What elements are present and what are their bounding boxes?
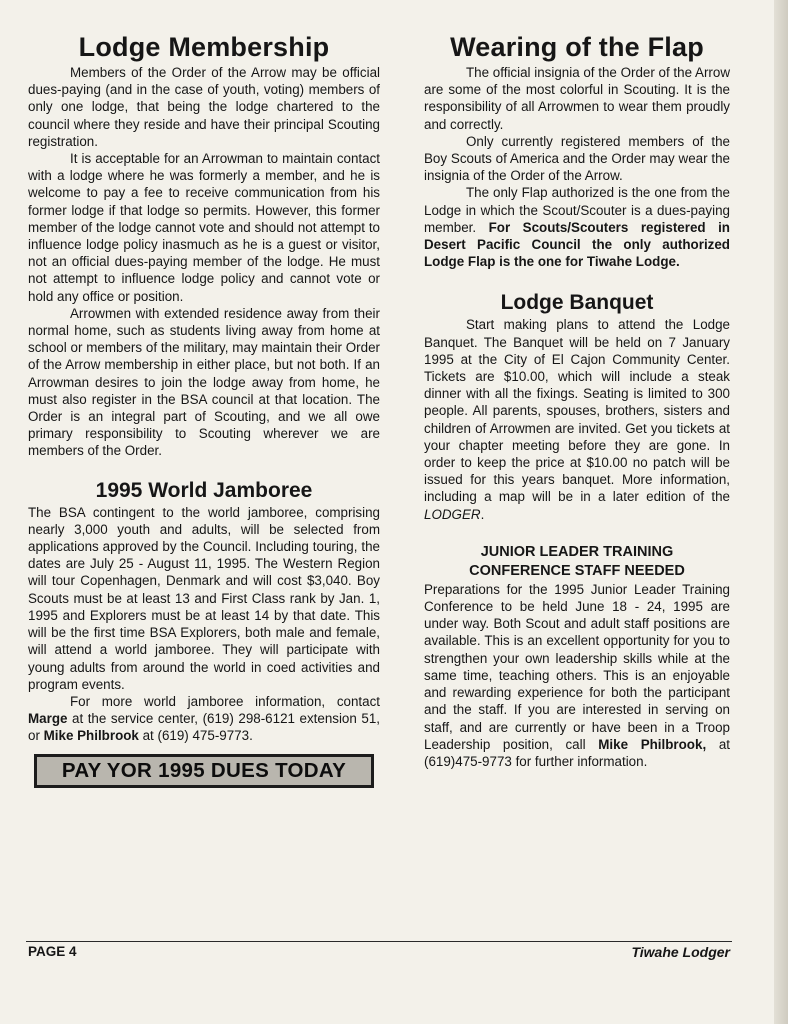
jltc-title-line-1: JUNIOR LEADER TRAINING — [480, 543, 674, 560]
membership-paragraph-3: Arrowmen with extended residence away from their normal home, such as students living away from home at school or members of the military, may maintain their Order of the Arrow membership in either place, but not both. If an Arrowman desires to join the lodge away from home, he must also register in the BSA council at that location. The Order is an integral part of Scouting, and we all owe primary responsibility to Scouting wherever we are members of the Order. — [28, 305, 380, 459]
lodge-membership-title: Lodge Membership — [78, 32, 330, 62]
flap-paragraph-1: The official insignia of the Order of the Arrow are some of the most colorful in Scouting. It is the responsibility of all Arrowmen to wear them proudly and correctly. — [424, 65, 730, 132]
contact-name-marge: Marge — [28, 711, 68, 727]
jamboree-paragraph-1: The BSA contingent to the world jamboree, comprising nearly 3,000 youth and adults, will be selected from applications approved by the Council. Including touring, the dates are July 25 - August 11, 1995. The Western Region will tour Copenhagen, Denmark and will cost $3,040. Boy Scouts must be at least 13 and First Class rank by Jan. 1, 1995 and Explorers must be at least 14 by that date. This will be the first time BSA Explorers, both male and female, will attend a world jamboree. They will participate with young adults from around the world in coed activities and program events. — [28, 504, 380, 692]
membership-paragraph-2: It is acceptable for an Arrowman to maintain contact with a lodge where he was formerly a member, and he is welcome to pay a fee to receive communication from his former lodge if that lodge so permits. However, this former member of the lodge cannot vote and should not attempt to influence lodge policy inasmuch as he is a guest or visitor, not an official dues-paying member of the lodge. He must not attempt to influence lodge policy and cannot vote or hold any office or position. — [28, 151, 380, 304]
jltc-paragraph: Preparations for the 1995 Junior Leader Training Conference to be held June 18 - 24, 1995 are under way. Both Scout and adult staff positions are available. This is an excellent opportunity for you to strengthen your own leadership skills while at the same time, teaching others. This is an enjoyable and rewarding experience for both the participant and the staff. If you are interested in serving on staff, and are currently or have been in a Troop Leadership position, call Mike Philbrook, at (619)475-9773 for further information. — [424, 581, 731, 769]
contact-name-philbrook: Mike Philbrook — [43, 728, 139, 744]
jamboree-paragraph-2: For more world jamboree information, contact Marge at the service center, (619) 298-6121 extension 51, or Mike Philbrook at (619) 475-9773. — [28, 693, 380, 744]
left-column — [28, 30, 380, 788]
wearing-flap-title: Wearing of the Flap — [450, 32, 704, 62]
dues-banner-text: PAY YOR 1995 DUES TODAY — [37, 757, 371, 785]
flap-policy-bold: For Scouts/Scouters registered in Desert Pacific Council the only authorized Lodge Flap is the one for Tiwahe Lodge. — [424, 219, 730, 270]
flap-paragraph-3: The only Flap authorized is the one from the Lodge in which the Scout/Scouter is a dues-paying member. For Scouts/Scouters registered in Desert Pacific Council the only authorized Lodge Flap is the one for Tiwahe Lodge. — [424, 185, 730, 270]
jltc-title-line-2: CONFERENCE STAFF NEEDED — [469, 562, 685, 579]
banquet-paragraph: Start making plans to attend the Lodge Banquet. The Banquet will be held on 7 January 1995 at the City of El Cajon Community Center. Tickets are $10.00, which will include a steak dinner with all the fixings. Seating is limited to 300 people. All parents, spouses, brothers, sisters and children of Arrowmen are invited. Get you tickets at your chapter meeting before they are gone. In order to keep the price at $10.00 no patch will be issued for this years banquet. More information, including a map will be in a later edition of the LODGER. — [424, 317, 730, 522]
lodger-name-italic: LODGER — [424, 506, 481, 522]
right-column — [424, 30, 730, 770]
contact-name-philbrook-2: Mike Philbrook, — [598, 736, 707, 752]
dues-banner — [34, 754, 374, 788]
membership-paragraph-1: Members of the Order of the Arrow may be official dues-paying (and in the case of youth, voting) members of only one lodge, that being the lodge chartered to the council where they reside and have their principal Scouting registration. — [28, 65, 380, 149]
page-number: PAGE 4 — [28, 944, 77, 959]
page-edge-shadow — [774, 0, 788, 1024]
publication-name: Tiwahe Lodger — [631, 944, 730, 960]
world-jamboree-title: 1995 World Jamboree — [95, 478, 313, 502]
footer-rule — [26, 941, 732, 942]
flap-paragraph-2: Only currently registered members of the Boy Scouts of America and the Order may wear the insignia of the Order of the Arrow. — [424, 133, 730, 184]
lodge-banquet-title: Lodge Banquet — [500, 291, 654, 315]
